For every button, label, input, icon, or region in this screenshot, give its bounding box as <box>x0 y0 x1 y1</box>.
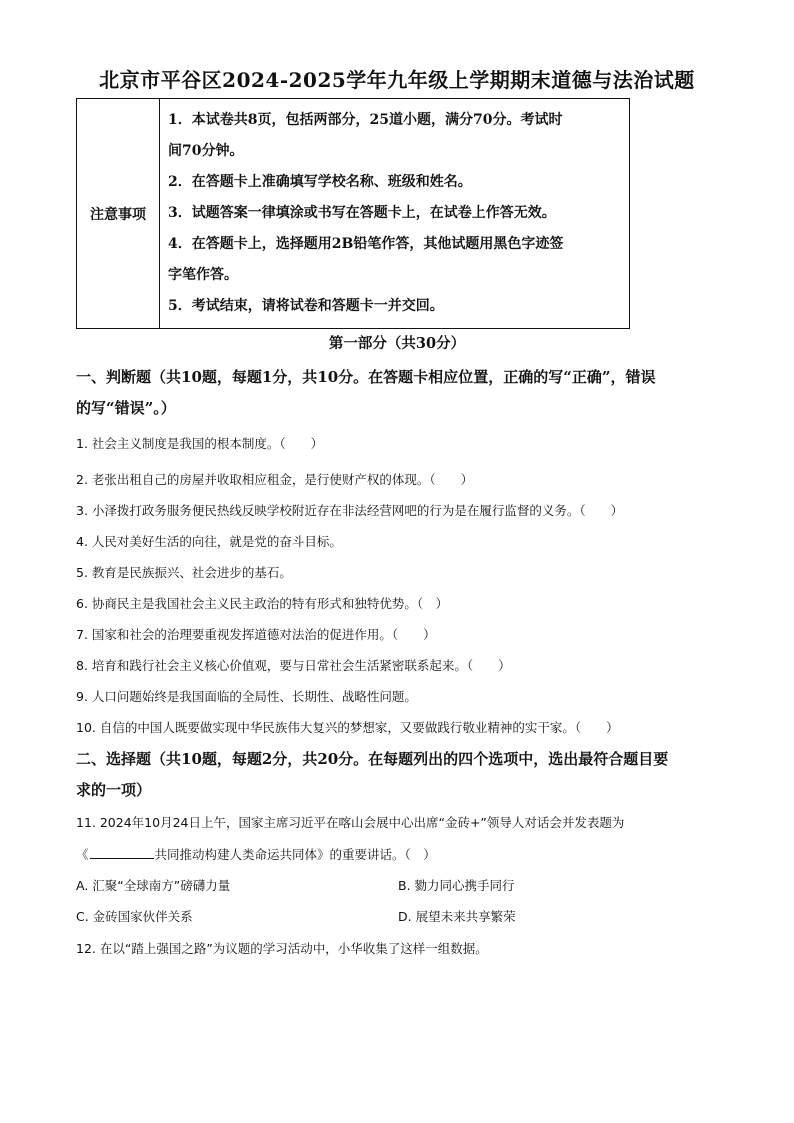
notice-line: 字笔作答。 <box>168 267 238 283</box>
option-d: D. 展望未来共享繁荣 <box>398 909 516 924</box>
notice-line: 1．本试卷共8页，包括两部分，25道小题，满分70分。考试时 <box>168 112 563 128</box>
notice-table <box>76 98 630 329</box>
notice-line: 2．在答题卡上准确填写学校名称、班级和姓名。 <box>168 174 472 190</box>
notice-line: 3．试题答案一律填涂或书写在答题卡上，在试卷上作答无效。 <box>168 205 556 221</box>
option-c: C. 金砖国家伙伴关系 <box>76 909 193 924</box>
question-12-stem: 12. 在以“踏上强国之路”为议题的学习活动中，小华收集了这样一组数据。 <box>76 941 488 956</box>
notice-line: 4．在答题卡上，选择题用2B铅笔作答，其他试题用黑色字迹签 <box>168 236 564 252</box>
page-title: 北京市平谷区2024-2025学年九年级上学期期末道德与法治试题 <box>99 68 695 92</box>
question-item: 4. 人民对美好生活的向往，就是党的奋斗目标。 <box>76 534 342 549</box>
option-b: B. 勠力同心携手同行 <box>398 878 515 893</box>
part-title: 第一部分（共30分） <box>328 335 466 352</box>
question-item: 5. 教育是民族振兴、社会进步的基石。 <box>76 565 292 580</box>
answer-blank <box>90 846 154 859</box>
section-heading-line: 一、判断题（共10题，每题1分，共10分。在答题卡相应位置，正确的写“正确”，错误 <box>76 368 656 386</box>
question-item: 3. 小泽拨打政务服务便民热线反映学校附近存在非法经营网吧的行为是在履行监督的义务。（ ） <box>76 503 624 518</box>
notice-line: 间70分钟。 <box>168 143 244 159</box>
notice-label: 注意事项 <box>77 99 160 329</box>
section-heading-line: 求的一项） <box>76 781 152 799</box>
section-heading-line: 的写“错误”。） <box>76 399 176 417</box>
stem-rest: 共同推动构建人类命运共同体》的重要讲话。（ ） <box>154 847 436 862</box>
notice-line: 5．考试结束，请将试卷和答题卡一并交回。 <box>168 298 444 314</box>
question-11-stem: 11. 2024年10月24日上午，国家主席习近平在喀山会展中心出席“金砖+”领导人对话会并发表题为 <box>76 815 625 830</box>
question-item: 1. 社会主义制度是我国的根本制度。（ ） <box>76 436 324 451</box>
question-item: 7. 国家和社会的治理要重视发挥道德对法治的促进作用。（ ） <box>76 627 436 642</box>
question-item: 8. 培育和践行社会主义核心价值观，要与日常社会生活紧密联系起来。（ ） <box>76 658 511 673</box>
question-item: 2. 老张出租自己的房屋并收取相应租金，是行使财产权的体现。（ ） <box>76 472 474 487</box>
question-11-stem-line2 <box>76 845 726 865</box>
question-item: 6. 协商民主是我国社会主义民主政治的特有形式和独特优势。（ ） <box>76 596 449 611</box>
stem-open-quote: 《 <box>76 847 89 862</box>
notice-body <box>160 99 630 329</box>
option-a: A. 汇聚“全球南方”磅礴力量 <box>76 878 231 893</box>
section-heading-choice <box>76 744 720 806</box>
question-item: 10. 自信的中国人既要做实现中华民族伟大复兴的梦想家，又要做践行敬业精神的实干家。（ ） <box>76 720 619 735</box>
section-heading-judgment <box>76 362 720 424</box>
question-item: 9. 人口问题始终是我国面临的全局性、长期性、战略性问题。 <box>76 689 417 704</box>
section-heading-line: 二、选择题（共10题，每题2分，共20分。在每题列出的四个选项中，选出最符合题目要 <box>76 750 669 768</box>
